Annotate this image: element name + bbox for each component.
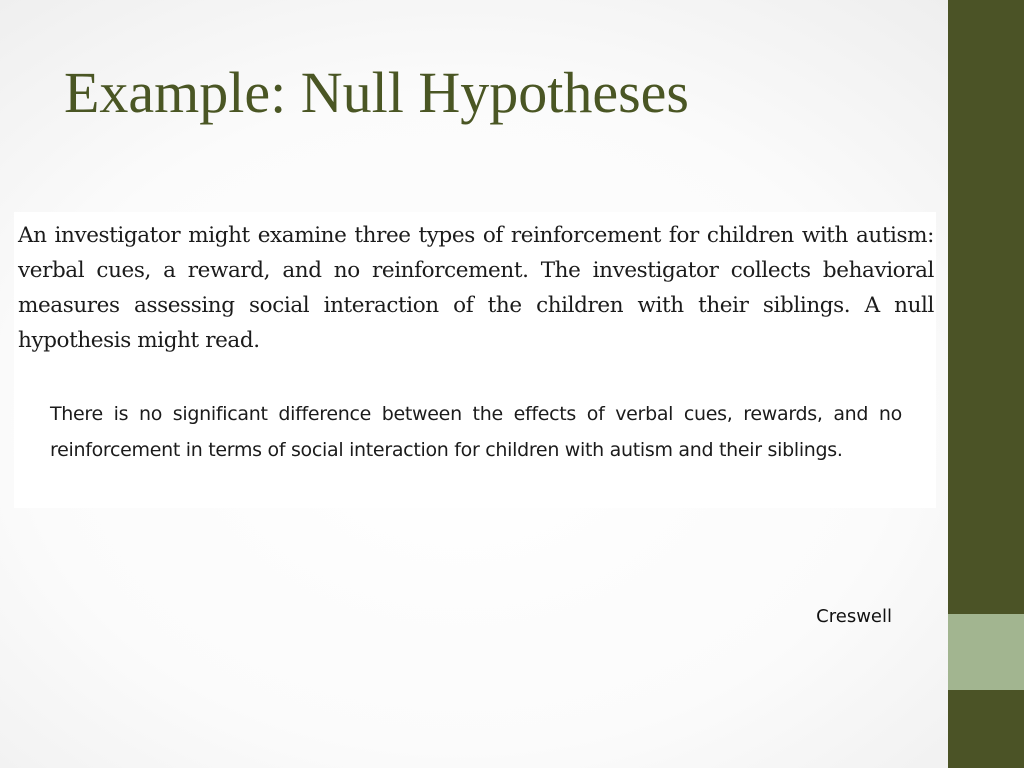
textbook-excerpt-image [14, 212, 936, 508]
citation-label: Creswell [816, 606, 892, 627]
side-bar-accent-block [948, 614, 1024, 690]
slide-title: Example: Null Hypotheses [64, 60, 690, 125]
excerpt-paragraph: An investigator might examine three types of reinforcement for children with autism: verbal cues, a reward, and no reinforcement. The investigator collects behavioral measures assessing social interaction of the children with their siblings. A null hypothesis might read. [18, 223, 934, 353]
decorative-side-bar [948, 0, 1024, 768]
null-hypothesis-statement: There is no significant difference between the effects of verbal cues, rewards, and no reinforcement in terms of social interaction for children with autism and their siblings. [50, 403, 902, 461]
